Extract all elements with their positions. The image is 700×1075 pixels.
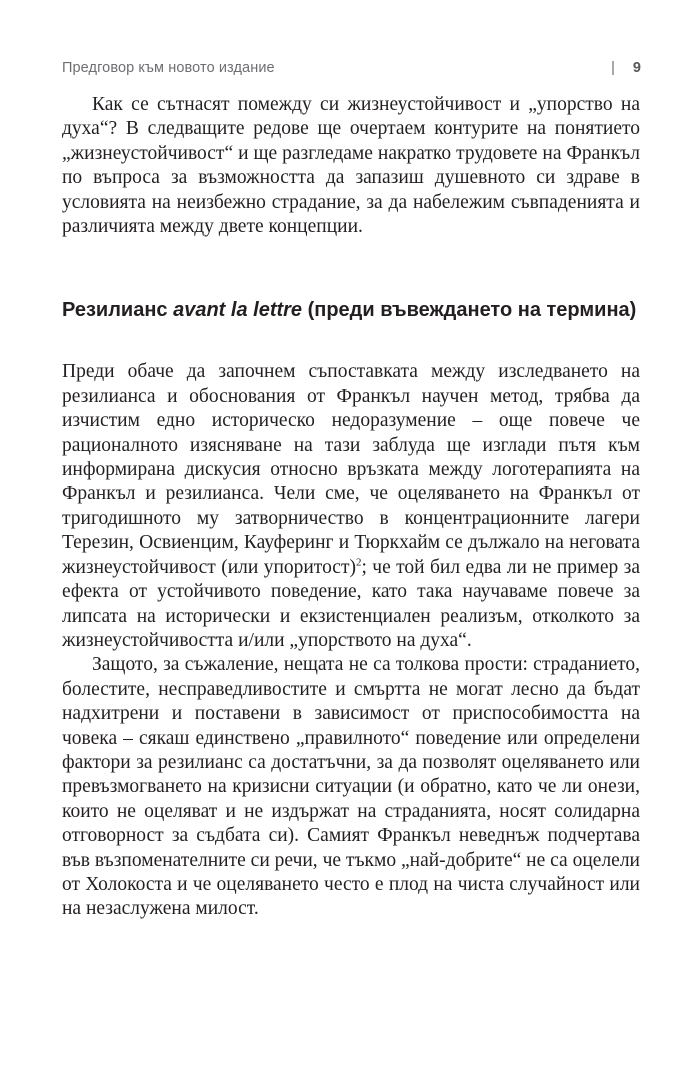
section-heading-end: (преди въвеждането на термина) [302, 299, 637, 322]
body-paragraph-2: Защото, за съжаление, нещата не са толкова прости: страданието, болестите, несправедливостите и смъртта не могат лесно да бъдат надхитрени и поставени в зависимост от приспособимостта на човека – сякаш единствено „правилното“ поведение или определени фактори за резилианс са достатъчни, за да позволят оцеляването или превъзмогването на кризисни ситуации (и обратно, като че ли онези, които не оцеляват и не издържат на страданията, носят солидарна отговорност за съдбата си). Самият Франкъл неведнъж подчертава във възпоменателните си речи, че тъкмо „най-добрите“ не са оцелели от Холокоста и че оцеляването често е плод на чиста случайност или на незаслужена милост. [62, 654, 640, 920]
section-heading-start: Резилианс [62, 299, 174, 322]
section-heading [62, 298, 640, 323]
paragraph-text-part-1: Преди обаче да започнем съпоставката между изследването на резилианса и обоснования от Франкъл научен метод, трябва да изчистим едно историческо недоразумение – още повече че рационалното изясняване на тази заблуда ще изглади пътя към информирана дискусия относно връзката между логотерапията на Франкъл и резилианса. Чели сме, че оцеляването на Франкъл от тригодишното му затворничество в концентрационните лагери Терезин, Освиенцим, Кауферинг и Тюркхайм се дължало на неговата жизнеустойчивост (или упоритост) [62, 361, 640, 578]
section-heading-foreign-term: avant la lettre [173, 299, 303, 322]
running-title: Предговор към новото издание [62, 60, 275, 76]
body-paragraph-1 [62, 360, 640, 653]
running-header [62, 60, 641, 80]
footnote-reference[interactable]: 2 [355, 556, 362, 569]
intro-paragraph: Как се сътнасят помежду си жизнеустойчивост и „упорство на духа“? В следващите редове ще очертаем контурите на понятието „жизнеустойчивост“ и ще разгледаме накратко трудовете на Франкъл по въпроса за възможността да запазиш душевното си здраве в условията на неизбежно страдание, за да набележим съвпаденията и различията между двете концепции. [62, 94, 640, 238]
page-body [62, 93, 640, 922]
paragraph-text-part-2: ; че той бил едва ли не пример за ефекта от устойчивото поведение, като така научаваме повече за липсата на исторически и екзистенциален реализъм, отколкото за жизнеустойчивостта и/или „упорството на духа“. [62, 556, 640, 651]
header-separator: | [611, 60, 615, 76]
page-number: 9 [632, 60, 641, 76]
